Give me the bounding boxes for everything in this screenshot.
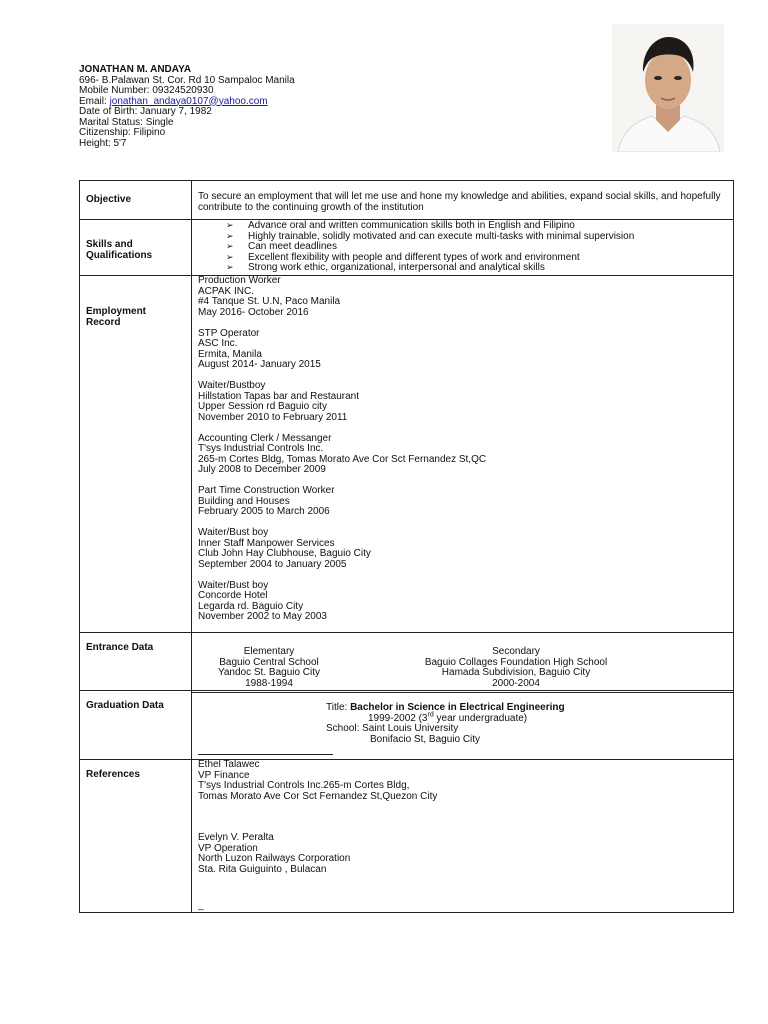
graduation-school-line	[198, 724, 733, 735]
graduation-school: Saint Louis University	[362, 723, 459, 734]
job-dates: February 2005 to March 2006	[198, 506, 330, 517]
employment-label-cell	[80, 276, 192, 633]
job-title: Waiter/Bust boy	[198, 527, 269, 538]
job-entry	[198, 329, 733, 371]
job-entry	[198, 381, 733, 423]
job-company: ASC Inc.	[198, 338, 238, 349]
job-dates: July 2008 to December 2009	[198, 464, 326, 475]
employment-cell	[192, 276, 734, 633]
elementary-address: Yandoc St. Baguio City	[217, 667, 321, 678]
skills-label	[86, 240, 191, 261]
date-of-birth: Date of Birth: January 7, 1982	[79, 106, 212, 117]
skill-item: ➢ Advance oral and written communication skills both in English and Filipino	[226, 221, 733, 232]
job-entry	[198, 581, 733, 623]
elementary-school: Baguio Central School	[219, 656, 319, 668]
references-row	[80, 760, 734, 913]
job-company: T'sys Industrial Controls Inc.	[198, 443, 324, 454]
email-link[interactable]: jonathan_andaya0107@yahoo.com	[109, 95, 268, 107]
reference-name: Evelyn V. Peralta	[198, 832, 274, 843]
employment-label-line-1: Employment	[86, 306, 147, 317]
mobile-number: Mobile Number: 09324520930	[79, 85, 214, 96]
job-dates: November 2002 to May 2003	[198, 611, 327, 622]
skills-label-cell	[80, 220, 192, 276]
job-title: Part Time Construction Worker	[198, 485, 335, 496]
skills-cell	[192, 220, 734, 276]
job-location: Upper Session rd Baguio city	[198, 401, 327, 412]
job-entry	[198, 486, 733, 518]
job-entry	[198, 434, 733, 476]
secondary-school: Baguio Collages Foundation High School	[424, 656, 608, 668]
secondary-address: Hamada Subdivision, Baguio City	[441, 667, 591, 678]
height: Height: 5'7	[79, 137, 127, 149]
objective-label-cell	[80, 181, 192, 220]
graduation-title-label: Title:	[326, 702, 351, 713]
graduation-label-cell	[80, 691, 192, 760]
objective-label: Objective	[86, 194, 132, 205]
job-entry	[198, 528, 733, 570]
job-company: Building and Houses	[198, 495, 290, 507]
reference-entry	[198, 833, 733, 875]
graduation-years-tail: year undergraduate)	[433, 712, 528, 724]
objective-text: To secure an employment that will let me use and hone my knowledge and abilities, expand social skills, and hopefully contribute to the continuing growth of the institution	[198, 191, 721, 213]
graduation-row	[80, 691, 734, 760]
job-title: STP Operator	[198, 327, 260, 339]
job-company: Inner Staff Manpower Services	[198, 537, 335, 549]
entrance-label: Entrance Data	[86, 642, 154, 653]
skills-label-line-1: Skills and	[86, 239, 133, 250]
job-dates: November 2010 to February 2011	[198, 411, 348, 423]
job-dates: September 2004 to January 2005	[198, 558, 347, 570]
entrance-cell	[192, 633, 734, 691]
reference-position: VP Finance	[198, 769, 250, 781]
personal-info	[79, 65, 579, 149]
reference-company: North Luzon Railways Corporation	[198, 853, 351, 864]
job-title: Accounting Clerk / Messanger	[198, 432, 332, 444]
entrance-row	[80, 633, 734, 691]
graduation-school-label: School:	[326, 723, 363, 734]
entrance-label-cell	[80, 633, 192, 691]
employment-label-line-2: Record	[86, 316, 121, 328]
reference-company: T'sys Industrial Controls Inc.265-m Cortes Bldg,	[198, 780, 410, 791]
secondary-years: 2000-2004	[492, 677, 540, 689]
applicant-name: JONATHAN M. ANDAYA	[79, 64, 192, 75]
employment-row	[80, 276, 734, 633]
job-dates: August 2014- January 2015	[198, 359, 321, 370]
graduation-cell	[192, 691, 734, 760]
reference-name: Ethel Talawec	[198, 759, 260, 770]
skills-row	[80, 220, 734, 276]
job-location: Legarda rd. Baguio City	[198, 600, 304, 612]
portrait-image	[612, 24, 724, 152]
references-cell	[192, 760, 734, 913]
reference-position: VP Operation	[198, 842, 258, 854]
trailing-mark: _	[198, 900, 204, 911]
objective-cell	[192, 181, 734, 220]
elementary-heading: Elementary	[243, 646, 295, 657]
secondary-heading: Secondary	[492, 646, 540, 657]
elementary-column	[198, 647, 340, 689]
job-company: Concorde Hotel	[198, 590, 268, 601]
job-title: Waiter/Bust boy	[198, 579, 269, 591]
skill-item: ➢ Highly trainable, solidly motivated and can execute multi-tasks with minimal supervision	[226, 232, 733, 243]
job-company: ACPAK INC.	[198, 285, 254, 297]
email-label: Email:	[79, 95, 110, 107]
reference-address: Tomas Morato Ave Cor Sct Fernandez St,Quezon City	[198, 790, 438, 802]
job-dates: May 2016- October 2016	[198, 306, 309, 318]
citizenship: Citizenship: Filipino	[79, 127, 166, 138]
graduation-underline	[198, 754, 333, 755]
graduation-years-sup: rd	[427, 711, 434, 719]
skill-item: ➢ Strong work ethic, organizational, interpersonal and analytical skills	[226, 263, 733, 274]
skills-label-line-2: Qualifications	[86, 249, 153, 261]
job-location: 265-m Cortes Bldg, Tomas Morato Ave Cor Sct Fernandez St,QC	[198, 453, 487, 465]
job-location: #4 Tanque St. U.N, Paco Manila	[198, 296, 341, 307]
entrance-columns	[198, 647, 733, 689]
references-label-cell	[80, 760, 192, 913]
secondary-column	[366, 647, 666, 689]
skill-item: ➢ Can meet deadlines	[226, 242, 733, 253]
job-location: Club John Hay Clubhouse, Baguio City	[198, 548, 371, 559]
applicant-photo	[612, 24, 724, 152]
job-title: Waiter/Bustboy	[198, 380, 266, 391]
graduation-label: Graduation Data	[86, 700, 164, 711]
employment-label	[86, 307, 191, 328]
job-location: Ermita, Manila	[198, 348, 262, 360]
address: 696- B.Palawan St. Cor. Rd 10 Sampaloc Manila	[79, 74, 295, 86]
objective-row	[80, 181, 734, 220]
resume-table	[79, 180, 734, 913]
graduation-years-line	[198, 711, 733, 725]
degree-title: Bachelor in Science in Electrical Engineering	[350, 702, 565, 713]
graduation-years: 1999-2002 (3	[368, 712, 428, 724]
marital-status: Marital Status: Single	[79, 116, 174, 128]
skill-item: ➢ Excellent flexibility with people and different types of work and environment	[226, 253, 733, 264]
elementary-years: 1988-1994	[245, 677, 293, 689]
skills-list	[198, 221, 733, 274]
job-entry	[198, 276, 733, 318]
reference-address: Sta. Rita Guiguinto , Bulacan	[198, 863, 327, 875]
job-title: Production Worker	[198, 275, 281, 286]
references-label: References	[86, 769, 140, 780]
job-company: Hillstation Tapas bar and Restaurant	[198, 390, 360, 402]
graduation-school-address: Bonifacio St, Baguio City	[370, 733, 481, 745]
reference-entry	[198, 760, 733, 802]
graduation-divider	[192, 692, 733, 693]
